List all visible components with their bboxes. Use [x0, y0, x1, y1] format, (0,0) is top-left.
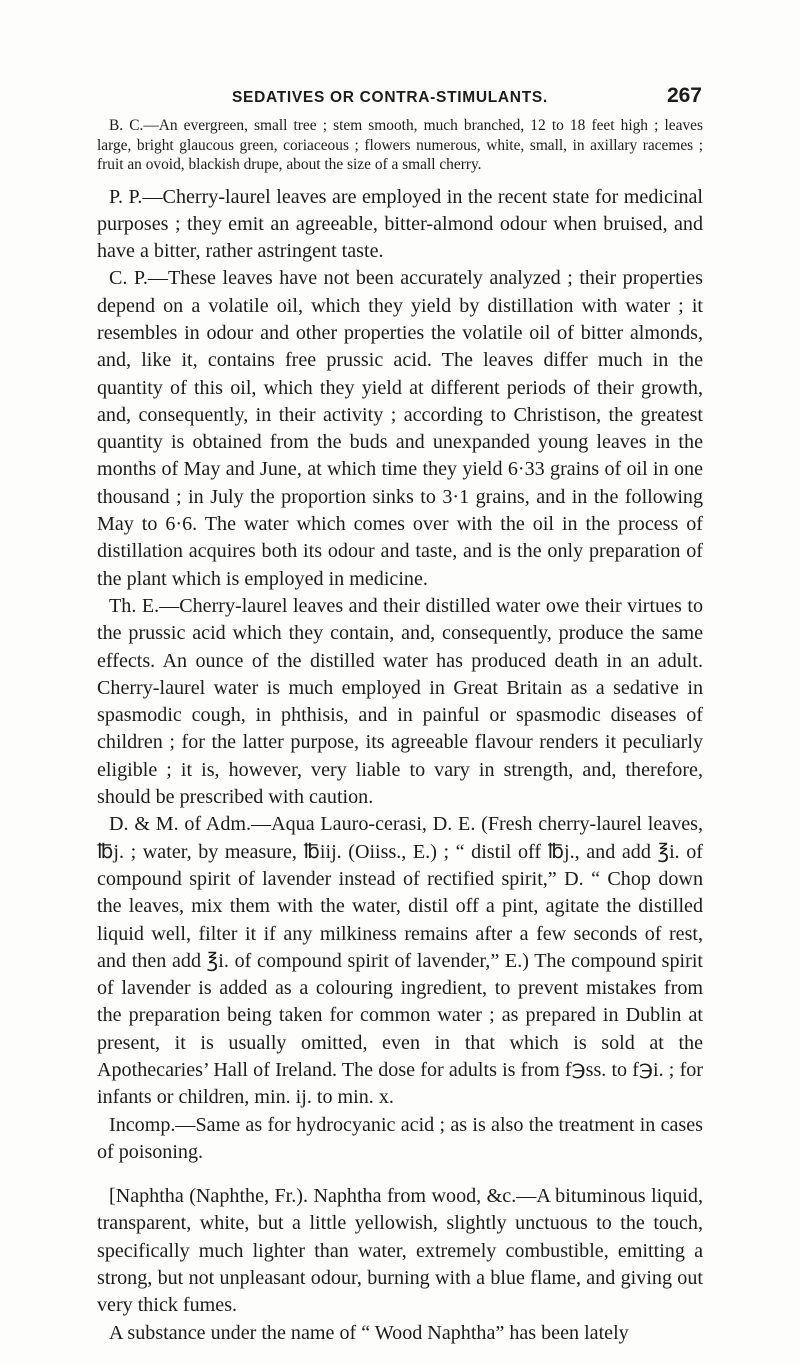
paragraph-chemical-properties: C. P.—These leaves have not been accurately analyzed ; their properties depend on a volatile oil, which they yield by distillation with water ; it resembles in odour and other properties the volatile oil of bitter almonds, and, like it, contains free prussic acid. The leaves differ much in the quantity of this oil, which they yield at different periods of their growth, and, consequently, in their activity ; according to Christison, the greatest quantity is obtained from the buds and unexpanded young leaves in the months of May and June, at which time they yield 6·33 grains of oil in one thousand ; in July the proportion sinks to 3·1 grains, and in the following May to 6·6. The water which comes over with the oil in the process of distillation acquires both its odour and taste, and is the only preparation of the plant which is employed in medicine. — [97, 267, 703, 590]
paragraph-incompatibles: Incomp.—Same as for hydrocyanic acid ; as is also the treatment in cases of poisoning. — [97, 1113, 703, 1163]
paragraph-therapeutic-effects: Th. E.—Cherry-laurel leaves and their distilled water owe their virtues to the prussic acid which they contain, and, consequently, produce the same effects. An ounce of the distilled water has produced death in an adult. Cherry-laurel water is much employed in Great Britain as a sedative in spasmodic cough, in phthisis, and in painful or spasmodic diseases of children ; for the latter purpose, its agreeable flavour renders it peculiarly eligible ; it is, however, very liable to vary in strength, and, therefore, should be prescribed with caution. — [97, 594, 703, 809]
paragraph-pharmaceutical-properties: P. P.—Cherry-laurel leaves are employed in the recent state for medicinal purposes ; they emit an agreeable, bitter-almond odour when bruised, and have a bitter, rather astringent taste. — [97, 185, 703, 263]
body-text — [97, 116, 703, 1347]
paragraph-naphtha: [Naphtha (Naphthe, Fr.). Naphtha from wood, &c.—A bituminous liquid, transparent, white, but a little yellowish, slightly unctuous to the touch, specifically much lighter than water, extremely combustible, emitting a strong, but not unpleasant odour, burning with a blue flame, and giving out very thick fumes. — [97, 1185, 703, 1317]
running-head: SEDATIVES OR CONTRA-STIMULANTS. — [232, 89, 548, 106]
paragraph-wood-naphtha: A substance under the name of “ Wood Naphtha” has been lately — [109, 1321, 629, 1344]
paragraph-botanical-characters: B. C.—An evergreen, small tree ; stem smooth, much branched, 12 to 18 feet high ; leaves large, bright glaucous green, coriaceous ; flowers numerous, white, small, in axillary racemes ; fruit an ovoid, blackish drupe, about the size of a small cherry. — [97, 117, 703, 173]
paragraph-dose-and-administration: D. & M. of Adm.—Aqua Lauro-cerasi, D. E. (Fresh cherry-laurel leaves, ℔j. ; water, by measure, ℔iij. (Oiiss., E.) ; “ distil off ℔j., and add ℥i. of compound spirit of lavender instead of rectified spirit,” D. “ Chop down the leaves, mix them with the water, distil off a pint, agitate the distilled liquid well, filter it if any milkiness remains after a few seconds of rest, and then add ℥i. of compound spirit of lavender,” E.) The compound spirit of lavender is added as a colouring ingredient, to prevent mistakes from the preparation being taken for common water ; as prepared in Dublin at present, it is usually omitted, even in that which is sold at the Apothecaries’ Hall of Ireland. The dose for adults is from f℈ss. to f℈i. ; for infants or children, min. ij. to min. x. — [97, 813, 703, 1109]
page-number: 267 — [666, 84, 702, 107]
page-header — [232, 84, 702, 108]
